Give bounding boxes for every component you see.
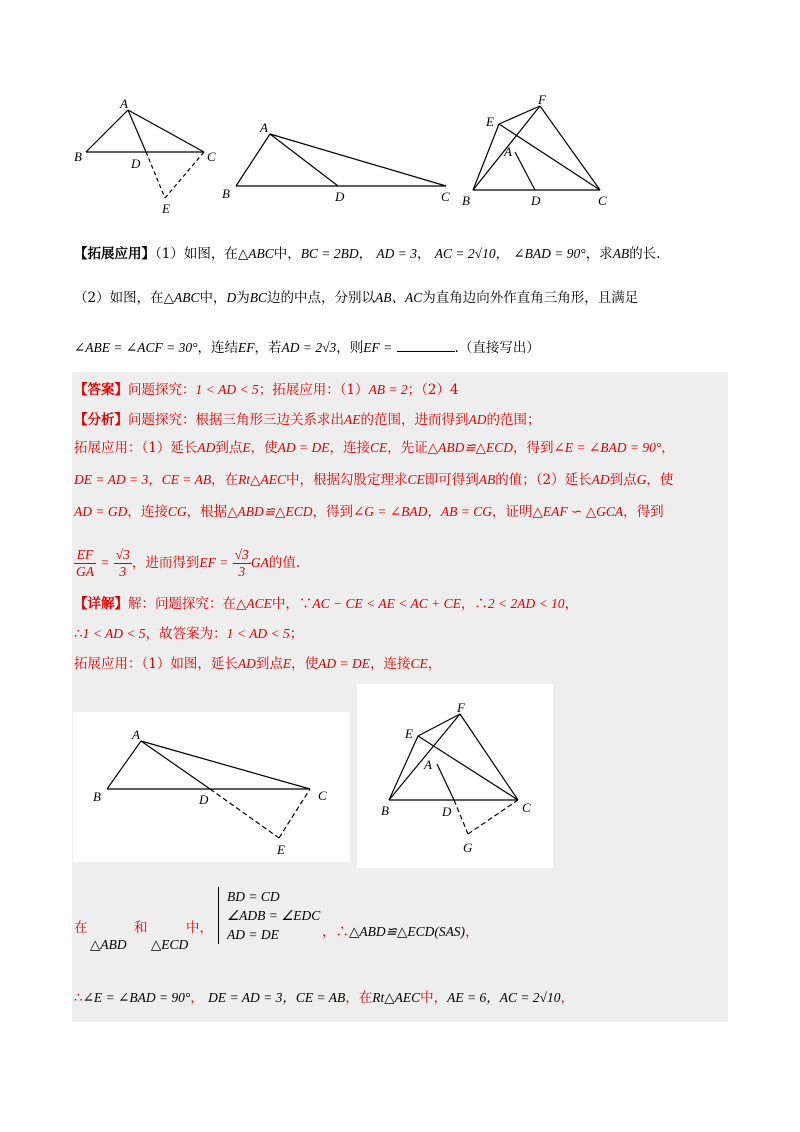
fraction-sqrt3-3 bbox=[114, 547, 132, 580]
segment-eb bbox=[473, 124, 499, 190]
denominator: 3 bbox=[119, 564, 127, 579]
text: 和 bbox=[134, 920, 148, 936]
text: ；拓展应用：（1） bbox=[258, 382, 369, 398]
math: DE = AD = 3，CE = AB bbox=[208, 990, 346, 1005]
label-f: F bbox=[538, 92, 546, 107]
math: AD bbox=[237, 656, 256, 671]
math: CE bbox=[407, 472, 425, 487]
label-c: C bbox=[522, 800, 531, 815]
text: 到点 bbox=[255, 656, 283, 672]
math: AD bbox=[197, 440, 216, 455]
label-a: A bbox=[120, 96, 128, 111]
math: AD = DE bbox=[277, 440, 330, 455]
math: BC bbox=[249, 290, 267, 305]
text: 拓展应用：（1）延长 bbox=[74, 440, 198, 456]
system-conclusion bbox=[322, 922, 479, 942]
label-e: E bbox=[405, 726, 413, 741]
text: ，连接 bbox=[329, 440, 370, 456]
text: （1）如图，在 bbox=[155, 246, 238, 262]
text: ∴ bbox=[74, 990, 83, 1006]
segment-dg bbox=[454, 800, 468, 834]
text: ，得到 bbox=[312, 504, 353, 520]
text: ，证明 bbox=[492, 504, 533, 520]
system-row-1: BD = CD bbox=[227, 889, 280, 904]
segment-de bbox=[210, 789, 279, 838]
label-a: A bbox=[504, 144, 512, 159]
text: ，根据 bbox=[186, 504, 228, 520]
analysis-tag: 【分析】 bbox=[74, 412, 128, 428]
math: = bbox=[100, 555, 110, 570]
text: 在 bbox=[74, 920, 88, 936]
label-d: D bbox=[131, 156, 141, 171]
text: ； bbox=[289, 626, 304, 642]
problem-line-1: 【拓展应用】（1）如图，在△ABC中，BC = 2BD， AD = 3， AC = 2√10， ∠BAD = 90°，求AB的长. bbox=[74, 246, 661, 262]
text: 为直角边向外作直角三角形，且满足 bbox=[422, 290, 639, 306]
math: AB bbox=[612, 246, 630, 261]
text: ，在 bbox=[211, 472, 239, 488]
numerator: √3 bbox=[234, 547, 249, 562]
system-prefix bbox=[74, 918, 88, 938]
text: .（直接写出） bbox=[454, 340, 540, 356]
math: ∠E = ∠BAD = 90° bbox=[553, 440, 662, 455]
label-c: C bbox=[207, 149, 216, 164]
segment-ad bbox=[141, 741, 210, 789]
math: AE bbox=[344, 412, 361, 427]
math: AB、AC bbox=[375, 290, 423, 305]
text: ， bbox=[465, 924, 479, 940]
text: ，故答案为： bbox=[145, 626, 227, 642]
text: ，得到 bbox=[513, 440, 554, 456]
math: △ABC bbox=[237, 246, 274, 261]
math: 1 < AD < 5 bbox=[226, 626, 290, 641]
math: AD bbox=[468, 412, 487, 427]
math: 1 < AD < 5 bbox=[195, 382, 259, 397]
figure-4 bbox=[73, 712, 350, 862]
label-c: C bbox=[441, 189, 450, 204]
math: AD = 2√3 bbox=[281, 340, 337, 355]
text: ，连结 bbox=[197, 340, 238, 356]
text: ， bbox=[564, 596, 579, 612]
math: AD = 3 bbox=[376, 246, 417, 261]
math: CG bbox=[167, 504, 187, 519]
text: ，先证 bbox=[387, 440, 428, 456]
segment-ac bbox=[270, 134, 446, 186]
system-triangles bbox=[90, 935, 188, 955]
problem-line-2 bbox=[74, 288, 638, 308]
denominator: GA bbox=[76, 564, 94, 579]
math: AD = DE bbox=[318, 656, 370, 671]
text: ，使 bbox=[250, 440, 278, 456]
label-g: G bbox=[463, 840, 473, 855]
text: ， bbox=[560, 990, 574, 1006]
math: △EAF ∽ △GCA bbox=[532, 504, 624, 519]
text: 的范围； bbox=[486, 412, 541, 428]
math: EF bbox=[237, 340, 255, 355]
segment-eb bbox=[389, 736, 418, 800]
answer-tag: 【答案】 bbox=[74, 382, 128, 398]
text: 中， bbox=[420, 990, 448, 1006]
math: AD = GD bbox=[74, 504, 128, 519]
section-tag: 【拓展应用】 bbox=[74, 246, 155, 262]
text: 为 bbox=[236, 290, 250, 306]
math: AD bbox=[591, 472, 610, 487]
text: 中，∵ bbox=[271, 596, 313, 612]
math: △ABD≌△ECD bbox=[427, 440, 514, 455]
math: E bbox=[282, 656, 292, 671]
analysis-line-5 bbox=[74, 546, 300, 580]
text: ，在 bbox=[345, 990, 373, 1006]
math: D bbox=[226, 290, 237, 305]
system-row-3: AD = DE bbox=[227, 927, 279, 942]
segment-ac bbox=[141, 741, 310, 789]
math: 1 < AD < 5 bbox=[82, 626, 146, 641]
text: 中， bbox=[199, 290, 227, 306]
label-d: D bbox=[442, 804, 452, 819]
text: ，∴ bbox=[460, 596, 488, 612]
segment-fc bbox=[460, 714, 518, 800]
segment-ab bbox=[107, 741, 141, 789]
math: △ABD≌△ECD bbox=[227, 504, 313, 519]
label-c: C bbox=[598, 193, 607, 208]
problem-line-3 bbox=[74, 338, 540, 358]
detail-last-line bbox=[74, 988, 574, 1008]
text: 中，根据勾股定理求 bbox=[285, 472, 408, 488]
equation-system bbox=[218, 887, 320, 944]
math: Rt△AEC bbox=[372, 990, 421, 1005]
figure-2 bbox=[218, 118, 468, 213]
math: BC = 2BD bbox=[300, 246, 359, 261]
label-b: B bbox=[462, 193, 470, 208]
math: AE = 6，AC = 2√10 bbox=[447, 990, 561, 1005]
segment-gc bbox=[468, 800, 518, 834]
text: ，∴ bbox=[322, 924, 349, 940]
segment-ec bbox=[279, 789, 310, 838]
text: 的值；（2）延长 bbox=[495, 472, 592, 488]
denominator: 3 bbox=[238, 564, 246, 579]
math: AC = 2√10 bbox=[434, 246, 496, 261]
math: EF = bbox=[199, 555, 229, 570]
text: 问题探究：根据三角形三边关系求出 bbox=[128, 412, 344, 428]
math: EF = bbox=[363, 340, 393, 355]
label-b: B bbox=[74, 149, 82, 164]
label-c: C bbox=[318, 788, 327, 803]
label-d: D bbox=[199, 792, 209, 807]
figure-5 bbox=[357, 684, 553, 868]
label-e: E bbox=[162, 201, 170, 216]
text: ，得到 bbox=[623, 504, 664, 520]
math: AC − CE < AE < AC + CE bbox=[312, 596, 461, 611]
segment-ec bbox=[418, 736, 518, 800]
label-d: D bbox=[335, 189, 345, 204]
detail-line-2 bbox=[74, 624, 303, 644]
segment-fc bbox=[540, 106, 600, 190]
text: （2）如图，在 bbox=[74, 290, 164, 306]
label-f: F bbox=[457, 700, 465, 715]
segment-de bbox=[146, 152, 165, 198]
label-a: A bbox=[424, 757, 432, 772]
math: CE bbox=[410, 656, 428, 671]
segment-ad bbox=[128, 110, 146, 152]
math: △ABC bbox=[163, 290, 200, 305]
text: ，连接 bbox=[127, 504, 168, 520]
text: ∴ bbox=[74, 626, 83, 642]
label-e: E bbox=[277, 842, 285, 857]
math: CE bbox=[369, 440, 388, 455]
label-b: B bbox=[222, 186, 230, 201]
detail-line-1 bbox=[74, 594, 578, 614]
segment-ac bbox=[128, 110, 204, 152]
text: 拓展应用：（1）如图，延长 bbox=[74, 656, 238, 672]
math: E bbox=[242, 440, 251, 455]
segment-ad bbox=[515, 152, 535, 190]
math: Rt△AEC bbox=[238, 472, 286, 487]
text: ；（2）4 bbox=[407, 382, 459, 398]
label-a: A bbox=[132, 727, 140, 742]
math: △ABD bbox=[90, 937, 127, 952]
text: 问题探究： bbox=[128, 382, 196, 398]
text: 的范围，进而得到 bbox=[360, 412, 469, 428]
segment-ec bbox=[165, 152, 204, 198]
math: △ECD bbox=[150, 937, 189, 952]
segment-fe bbox=[418, 714, 460, 736]
text: 即可得到 bbox=[424, 472, 479, 488]
text: ，进而得到 bbox=[131, 555, 200, 571]
text: 的长. bbox=[629, 246, 661, 262]
detail-line-3 bbox=[74, 654, 441, 674]
segment-ad bbox=[437, 764, 454, 800]
text: ，求 bbox=[585, 246, 613, 262]
math: ∠E = ∠BAD = 90° bbox=[82, 990, 191, 1005]
text: ， bbox=[190, 990, 204, 1006]
text: 的值. bbox=[268, 555, 301, 571]
analysis-line-2 bbox=[74, 438, 675, 458]
text: ，若 bbox=[254, 340, 282, 356]
text: 中， bbox=[273, 246, 301, 262]
text: 到点 bbox=[215, 440, 243, 456]
text: ，使 bbox=[646, 472, 674, 488]
segment-ab bbox=[86, 110, 128, 152]
math: DE = AD = 3，CE = AB bbox=[74, 472, 212, 487]
label-a: A bbox=[260, 120, 268, 135]
analysis-line-4 bbox=[74, 502, 664, 522]
segment-fe bbox=[499, 106, 540, 124]
detail-tag: 【详解】 bbox=[74, 596, 128, 612]
math: AB = 2 bbox=[368, 382, 408, 397]
answer-blank bbox=[397, 339, 455, 352]
fraction-sqrt3-3-b bbox=[233, 547, 251, 580]
figure-1 bbox=[72, 95, 232, 220]
text: 边的中点，分别以 bbox=[267, 290, 375, 306]
text: ， bbox=[427, 656, 442, 672]
text: ，则 bbox=[336, 340, 364, 356]
text: ， bbox=[661, 440, 675, 456]
label-b: B bbox=[93, 789, 101, 804]
text: ，使 bbox=[291, 656, 319, 672]
math: AB bbox=[478, 472, 496, 487]
analysis-line-3 bbox=[74, 470, 673, 490]
analysis-line-1 bbox=[74, 410, 541, 430]
label-b: B bbox=[381, 803, 389, 818]
numerator: √3 bbox=[115, 547, 130, 562]
math: 2 < 2AD < 10 bbox=[487, 596, 565, 611]
segment-ad bbox=[270, 134, 338, 186]
text: 解：问题探究：在 bbox=[128, 596, 236, 612]
text: ，连接 bbox=[369, 656, 411, 672]
text: 到点 bbox=[609, 472, 637, 488]
math: △ACE bbox=[236, 596, 272, 611]
label-e: E bbox=[486, 114, 494, 129]
math: ∠BAD = 90° bbox=[513, 246, 586, 261]
label-d: D bbox=[531, 193, 541, 208]
math: G bbox=[636, 472, 647, 487]
figure-3 bbox=[455, 92, 615, 214]
answer-line bbox=[74, 380, 459, 400]
fraction-ef-ga bbox=[74, 547, 96, 580]
math: GA bbox=[250, 555, 269, 570]
math: ∠G = ∠BAD，AB = CG bbox=[352, 504, 493, 519]
numerator: EF bbox=[74, 547, 96, 564]
system-row-2: ∠ADB = ∠EDC bbox=[227, 908, 321, 923]
segment-ec bbox=[499, 124, 600, 190]
segment-ab bbox=[236, 134, 270, 186]
text: 中， bbox=[186, 920, 213, 936]
math: △ABD≌△ECD(SAS) bbox=[349, 924, 466, 939]
math: ∠ABE = ∠ACF = 30° bbox=[74, 340, 198, 355]
system-mid bbox=[186, 918, 213, 938]
